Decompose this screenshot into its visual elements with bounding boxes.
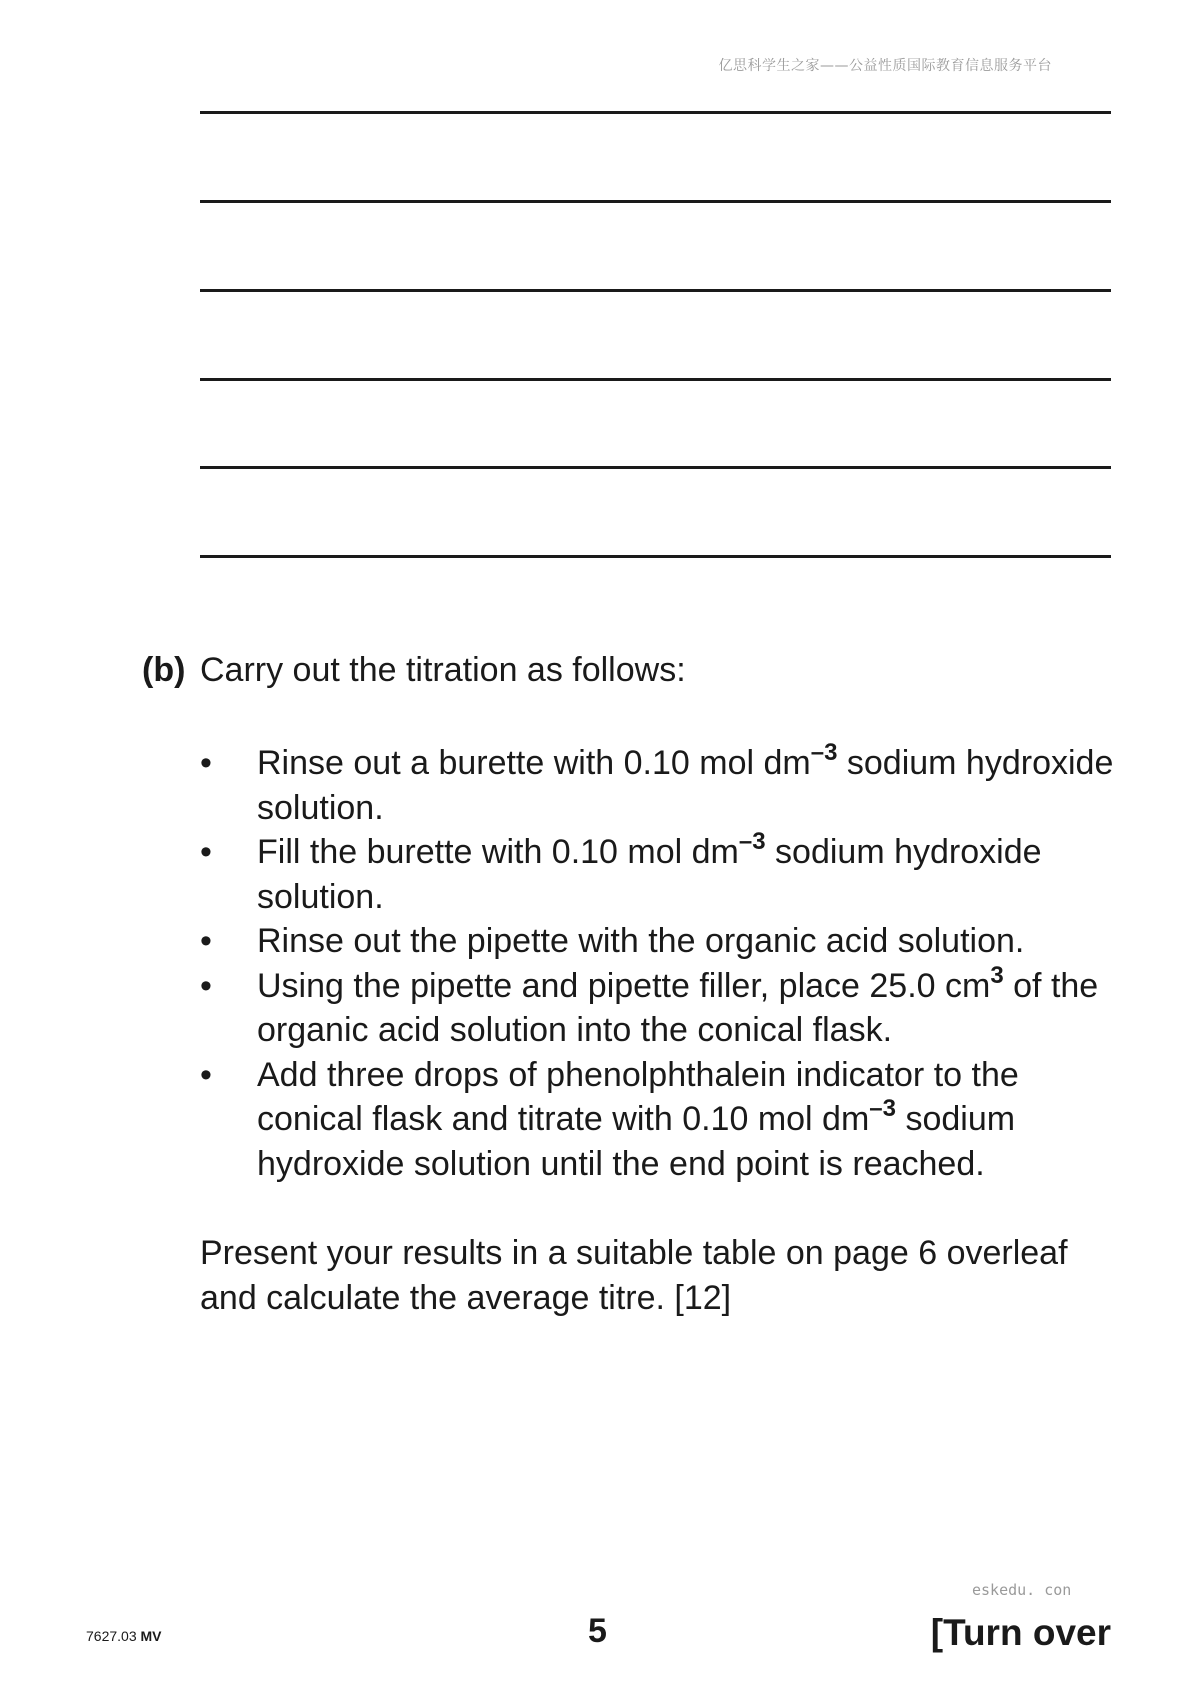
answer-line	[200, 378, 1111, 381]
titration-step	[200, 961, 1120, 1053]
step-text-continued: sodium hydroxide solution.	[257, 744, 1114, 827]
titration-step	[200, 830, 1120, 919]
step-text-continued: sodium hydroxide solution.	[257, 833, 1042, 916]
paper-code-number: 7627.03	[86, 1628, 137, 1644]
step-text: Fill the burette with 0.10 mol dm	[257, 833, 739, 871]
site-watermark: eskedu. con	[972, 1581, 1072, 1599]
question-part-label: (b)	[142, 651, 186, 689]
question-intro: Carry out the titration as follows:	[200, 651, 686, 689]
step-superscript: –3	[810, 739, 838, 766]
step-text: Using the pipette and pipette filler, place 25.0 cm	[257, 966, 991, 1005]
step-superscript: –3	[738, 828, 766, 855]
titration-step	[200, 741, 1120, 830]
answer-line	[200, 111, 1111, 114]
results-instruction: Present your results in a suitable table on page 6 overleaf and calculate the average titre. [12]	[200, 1234, 1068, 1317]
paper-code-suffix: MV	[140, 1628, 162, 1644]
paper-code	[86, 1628, 162, 1644]
step-superscript: –3	[869, 1095, 896, 1122]
titration-steps-list	[200, 741, 1120, 1186]
step-text: Rinse out a burette with 0.10 mol dm	[257, 744, 811, 782]
answer-line	[200, 289, 1111, 292]
page-number: 5	[588, 1612, 607, 1650]
answer-line	[200, 466, 1111, 469]
titration-step	[200, 919, 1120, 964]
bullet-icon: •	[200, 966, 212, 1005]
titration-step	[200, 1053, 1120, 1187]
bullet-icon: •	[200, 1055, 212, 1094]
bullet-icon: •	[200, 744, 212, 782]
answer-line	[200, 200, 1111, 203]
step-text-continued: of the organic acid solution into the conical flask.	[257, 966, 1099, 1049]
answer-line	[200, 555, 1111, 558]
step-text: Rinse out the pipette with the organic acid solution.	[257, 922, 1025, 960]
turn-over-label: [Turn over	[930, 1612, 1111, 1653]
header-watermark: 亿思科学生之家——公益性质国际教育信息服务平台	[718, 58, 1052, 74]
bullet-icon: •	[200, 922, 212, 960]
step-superscript: 3	[990, 961, 1004, 989]
step-text: Add three drops of phenolphthalein indicator to the conical flask and titrate with 0.10 mol dm	[257, 1055, 1019, 1138]
step-text-continued: sodium hydroxide solution until the end point is reached.	[257, 1100, 1016, 1183]
bullet-icon: •	[200, 833, 212, 871]
